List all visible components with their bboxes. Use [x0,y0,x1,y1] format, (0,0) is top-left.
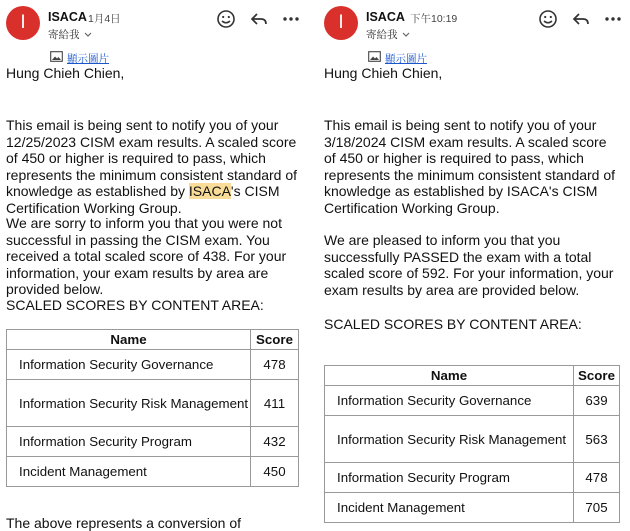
email-date: 下午10:19 [410,13,458,25]
chevron-down-icon [84,32,92,38]
recipient-label: 寄給我 [48,29,80,41]
area-score: 705 [574,493,620,523]
reply-icon[interactable] [249,9,269,29]
scores-table [6,329,299,487]
greeting: Hung Chieh Chien, [6,65,125,81]
area-name: Incident Management [325,493,574,523]
scores-heading: SCALED SCORES BY CONTENT AREA: [6,297,264,313]
result-paragraph: We are pleased to inform you that you successfully PASSED the exam with a total scaled score of 592. For your information, your exam results by area are provided below. [324,232,614,298]
emoji-reaction-icon[interactable] [538,9,558,29]
area-score: 432 [251,427,299,457]
chevron-down-icon [402,32,410,38]
col-name-header: Name [7,330,251,350]
image-icon [50,51,63,62]
result-paragraph: We are sorry to inform you that you were not successful in passing the CISM exam. You received a total scaled score of 438. For your information, your exam results by area are provided below. [6,215,287,298]
email-date: 1月4日 [88,13,121,25]
table-row [325,463,620,493]
area-score: 563 [574,416,620,463]
scores-table [324,365,620,523]
area-name: Information Security Risk Management [7,380,251,427]
table-row [325,416,620,463]
more-options-icon[interactable] [281,9,301,29]
area-name: Information Security Governance [325,386,574,416]
area-name: Incident Management [7,457,251,487]
area-score: 478 [251,350,299,380]
email-panel-left [0,0,312,531]
area-score: 639 [574,386,620,416]
recipient-toggle[interactable] [366,27,410,42]
more-options-icon[interactable] [603,9,623,29]
table-header-row [7,330,299,350]
avatar[interactable]: I [324,6,358,40]
sender-name[interactable]: ISACA [366,10,405,24]
recipient-label: 寄給我 [366,29,398,41]
col-score-header: Score [574,366,620,386]
avatar[interactable]: I [6,6,40,40]
email-panel-right [318,0,630,522]
scores-heading: SCALED SCORES BY CONTENT AREA: [324,316,582,332]
col-score-header: Score [251,330,299,350]
greeting: Hung Chieh Chien, [324,65,443,81]
email-header [318,0,630,48]
area-name: Information Security Program [325,463,574,493]
table-row [325,493,620,523]
area-score: 411 [251,380,299,427]
area-name: Information Security Risk Management [325,416,574,463]
table-header-row [325,366,620,386]
search-highlight: ISACA [188,183,231,200]
area-score: 478 [574,463,620,493]
reply-icon[interactable] [571,9,591,29]
footer-text-cut: The above represents a conversion of [6,515,242,531]
show-images-link[interactable]: 顯示圖片 [67,53,109,65]
emoji-reaction-icon[interactable] [216,9,236,29]
sender-name[interactable]: ISACA [48,10,87,24]
area-name: Information Security Program [7,427,251,457]
image-icon [368,51,381,62]
table-row [7,350,299,380]
area-score: 450 [251,457,299,487]
table-row [7,380,299,427]
para-text: This email is being sent to notify you of your 12/25/2023 CISM exam results. A scaled score of 450 or higher is required to pass, which represents the minimum consistent standard of knowledge as established by [6,117,298,200]
notification-paragraph [6,117,304,217]
show-images-link[interactable]: 顯示圖片 [385,53,427,65]
notification-paragraph: This email is being sent to notify you of your 3/18/2024 CISM exam results. A scaled score of 450 or higher is required to pass, which represents the minimum consistent standard of knowledge as established by ISACA's CISM Certification Working Group. [324,117,616,216]
col-name-header: Name [325,366,574,386]
table-row [325,386,620,416]
table-row [7,457,299,487]
recipient-toggle[interactable] [48,27,92,42]
para-text-end: 's CISM Certification Working Group. [6,183,280,216]
area-name: Information Security Governance [7,350,251,380]
email-header [0,0,312,48]
table-row [7,427,299,457]
